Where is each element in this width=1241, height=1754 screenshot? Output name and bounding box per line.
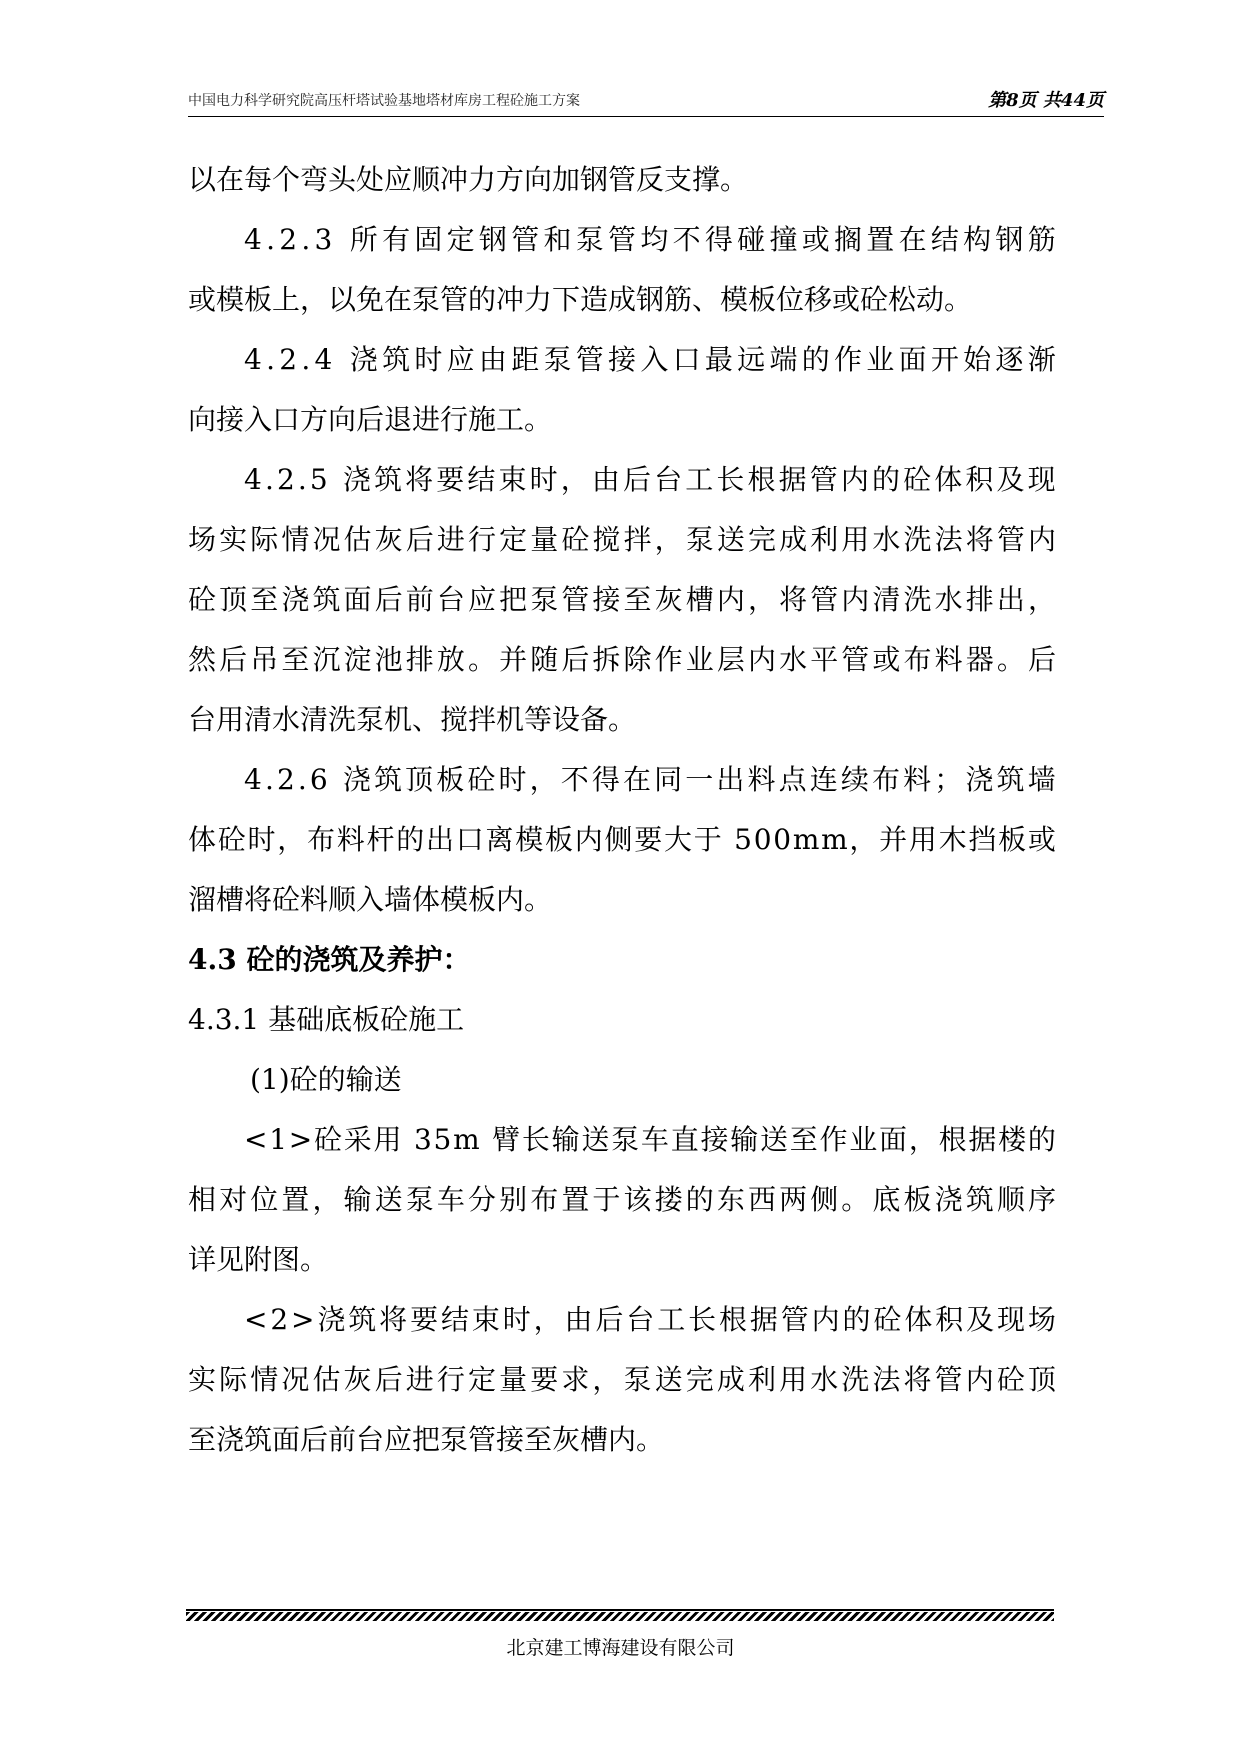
text-line: 4 . 2 . 6 浇 筑 顶 板 砼 时 ， 不 得 在 同 一 出 料 点 连 续 布 料 ； 浇 筑 墙 bbox=[244, 763, 1056, 796]
text-line: < 1 > 砼 采 用 3 5 m 臂 长 输 送 泵 车 直 接 输 送 至 作 业 面 ， 根 据 楼 的 bbox=[244, 1123, 1056, 1156]
footer-divider bbox=[186, 1612, 1054, 1621]
text-line: 4 . 2 . 5 浇 筑 将 要 结 束 时 ， 由 后 台 工 长 根 据 管 内 的 砼 体 积 及 现 bbox=[244, 463, 1056, 496]
text-line: 4.3.1 基础底板砼施工 bbox=[188, 1003, 465, 1036]
text-line: 以在每个弯头处应顺冲力方向加钢管反支撑。 bbox=[188, 163, 749, 196]
text-line: 体 砼 时 ， 布 料 杆 的 出 口 离 模 板 内 侧 要 大 于 5 0 0 m m ， 并 用 木 挡 板 或 bbox=[188, 823, 1056, 856]
text-line: (1)砼的输送 bbox=[250, 1063, 402, 1096]
body-text bbox=[188, 150, 1056, 1470]
text-line: < 2 > 浇 筑 将 要 结 束 时 ， 由 后 台 工 长 根 据 管 内 的 砼 体 积 及 现 场 bbox=[244, 1303, 1056, 1336]
page-number: 第8页 共44页 bbox=[988, 90, 1104, 111]
text-line: 4 . 2 . 4 浇 筑 时 应 由 距 泵 管 接 入 口 最 远 端 的 作 业 面 开 始 逐 渐 bbox=[244, 343, 1056, 376]
footer-company: 北京建工博海建设有限公司 bbox=[506, 1637, 735, 1659]
text-line: 然 后 吊 至 沉 淀 池 排 放 。 并 随 后 拆 除 作 业 层 内 水 平 管 或 布 料 器 。 后 bbox=[188, 643, 1056, 676]
text-line: 详见附图。 bbox=[188, 1243, 329, 1276]
page-header bbox=[188, 86, 1104, 120]
text-line: 向接入口方向后退进行施工。 bbox=[188, 403, 553, 436]
text-line: 4 . 2 . 3 所 有 固 定 钢 管 和 泵 管 均 不 得 碰 撞 或 搁 置 在 结 构 钢 筋 bbox=[244, 223, 1056, 256]
text-line: 台用清水清洗泵机、搅拌机等设备。 bbox=[188, 703, 637, 736]
text-line: 场 实 际 情 况 估 灰 后 进 行 定 量 砼 搅 拌 ， 泵 送 完 成 利 用 水 洗 法 将 管 内 bbox=[188, 523, 1056, 556]
text-line: 实 际 情 况 估 灰 后 进 行 定 量 要 求 ， 泵 送 完 成 利 用 水 洗 法 将 管 内 砼 顶 bbox=[188, 1363, 1056, 1396]
text-line: 或模板上，以免在泵管的冲力下造成钢筋、模板位移或砼松动。 bbox=[188, 283, 973, 316]
text-line: 砼 顶 至 浇 筑 面 后 前 台 应 把 泵 管 接 至 灰 槽 内 ， 将 管 内 清 洗 水 排 出 ， bbox=[188, 583, 1056, 616]
text-line: 至浇筑面后前台应把泵管接至灰槽内。 bbox=[188, 1423, 665, 1456]
text-line: 溜槽将砼料顺入墙体模板内。 bbox=[188, 883, 553, 916]
document-title: 中国电力科学研究院高压杆塔试验基地塔材库房工程砼施工方案 bbox=[188, 93, 580, 109]
header-divider bbox=[188, 116, 1104, 117]
text-line: 4.3 砼的浇筑及养护： bbox=[188, 943, 471, 976]
text-line: 相 对 位 置 ， 输 送 泵 车 分 别 布 置 于 该 搂 的 东 西 两 侧 。 底 板 浇 筑 顺 序 bbox=[188, 1183, 1056, 1216]
